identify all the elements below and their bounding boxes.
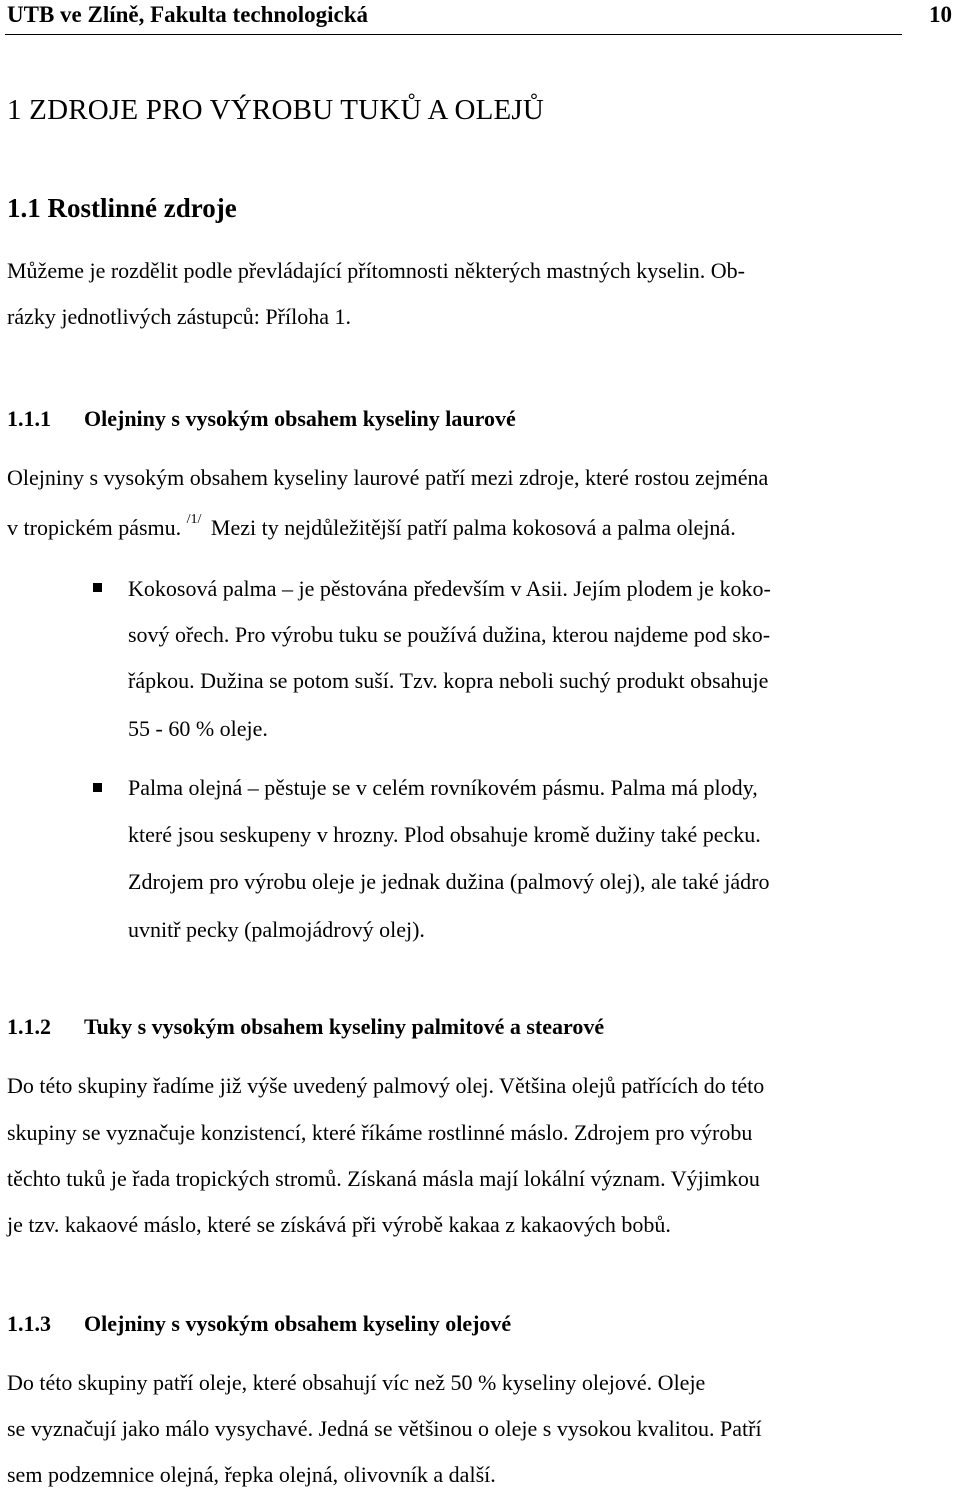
bullet-2-line-4: uvnitř pecky (palmojádrový olej). (128, 917, 425, 942)
bullet-2-line-3: Zdrojem pro výrobu oleje je jednak dužina (palmový olej), ale také jádro (128, 869, 770, 894)
subsection-title-1-1-1: Olejniny s vysokým obsahem kyseliny laurové (84, 406, 516, 431)
bullet-2-line-1: Palma olejná – pěstuje se v celém rovníkovém pásmu. Palma má plody, (128, 775, 758, 800)
chapter-heading: 1 ZDROJE PRO VÝROBU TUKŮ A OLEJŮ (7, 94, 545, 126)
bullet-1-line-1: Kokosová palma – je pěstována především v Asii. Jejím plodem je koko- (128, 576, 771, 601)
bullet-2-line-2: které jsou seskupeny v hrozny. Plod obsahuje kromě dužiny také pecku. (128, 822, 761, 847)
subsection-number-1-1-2: 1.1.2 (7, 1014, 51, 1039)
section-1-1-2-line-1: Do této skupiny řadíme již výše uvedený palmový olej. Většina olejů patřících do této (7, 1073, 765, 1098)
section-heading-1-1: 1.1 Rostlinné zdroje (7, 193, 237, 223)
section-1-1-3-line-2: se vyznačují jako málo vysychavé. Jedná se většinou o oleje s vysokou kvalitou. Patří (7, 1416, 762, 1441)
subsection-number-1-1-1: 1.1.1 (7, 406, 51, 431)
bullet-1-line-3: řápkou. Dužina se potom suší. Tzv. kopra neboli suchý produkt obsahuje (128, 668, 769, 693)
section-1-1-2-line-4: je tzv. kakaové máslo, které se získává při výrobě kakaa z kakaových bobů. (7, 1212, 671, 1237)
citation-reference: /1/ (186, 511, 202, 527)
section-1-1-3-line-3: sem podzemnice olejná, řepka olejná, olivovník a další. (7, 1462, 496, 1487)
subsection-number-1-1-3: 1.1.3 (7, 1311, 51, 1336)
page-number: 10 (929, 2, 952, 27)
section-1-1-1-line-1: Olejniny s vysokým obsahem kyseliny laurové patří mezi zdroje, které rostou zejména (7, 465, 769, 490)
bullet-1-line-4: 55 - 60 % oleje. (128, 716, 268, 741)
subsection-title-1-1-3: Olejniny s vysokým obsahem kyseliny olejové (84, 1311, 512, 1336)
paragraph-text: Mezi ty nejdůležitější patří palma kokosová a palma olejná. (210, 515, 736, 540)
header-title: UTB ve Zlíně, Fakulta technologická (7, 2, 368, 27)
section-1-1-line-2: rázky jednotlivých zástupců: Příloha 1. (7, 304, 351, 329)
header-rule (5, 34, 902, 35)
bullet-1-line-2: sový ořech. Pro výrobu tuku se používá dužina, kterou najdeme pod sko- (128, 622, 771, 647)
section-1-1-2-line-2: skupiny se vyznačuje konzistencí, které říkáme rostlinné máslo. Zdrojem pro výrobu (7, 1120, 753, 1145)
section-1-1-line-1: Můžeme je rozdělit podle převládající přítomnosti některých mastných kyselin. Ob- (7, 258, 746, 283)
section-1-1-3-line-1: Do této skupiny patří oleje, které obsahují víc než 50 % kyseliny olejové. Oleje (7, 1370, 706, 1395)
subsection-title-1-1-2: Tuky s vysokým obsahem kyseliny palmitové a stearové (84, 1014, 605, 1039)
section-1-1-2-line-3: těchto tuků je řada tropických stromů. Získaná másla mají lokální význam. Výjimkou (7, 1166, 760, 1191)
section-1-1-1-line-2 (7, 511, 736, 541)
paragraph-text: v tropickém pásmu. (7, 515, 182, 540)
bullet-marker (93, 583, 102, 592)
bullet-marker (93, 783, 102, 792)
